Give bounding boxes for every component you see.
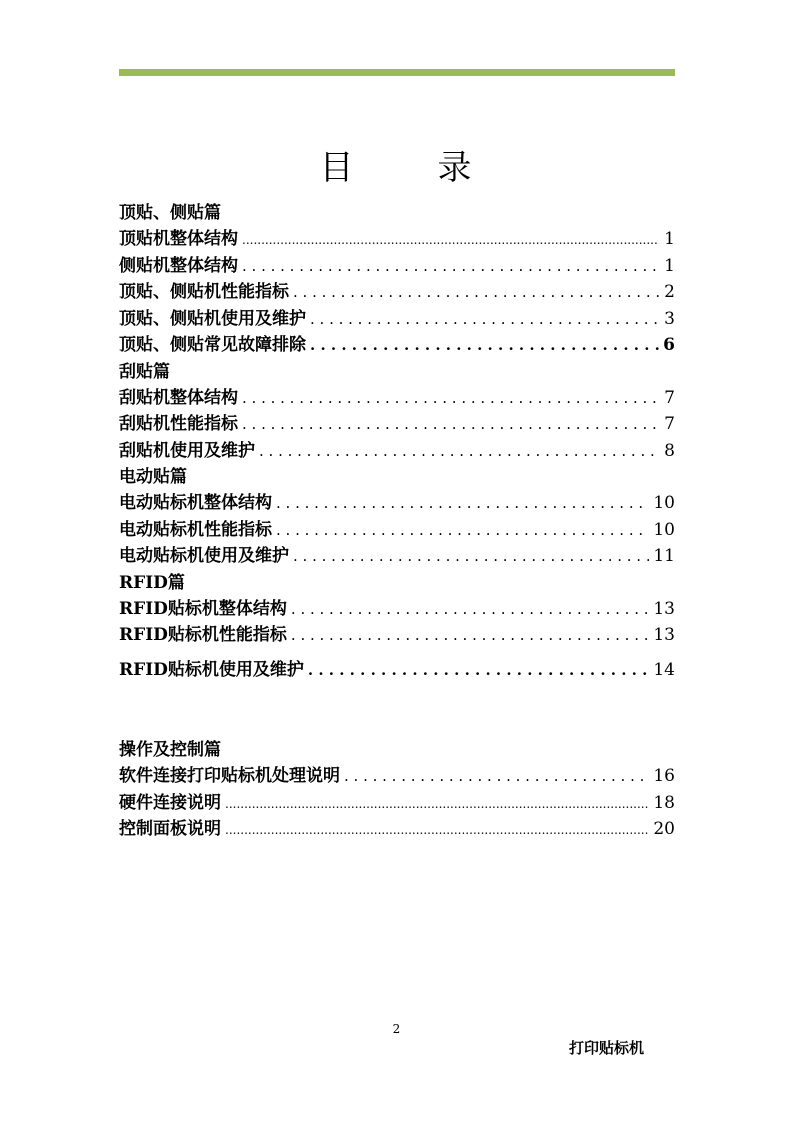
toc-entry[interactable] [119,438,675,465]
toc-entry-page: 20 [653,819,675,839]
toc-entry[interactable] [119,543,675,570]
toc-dot-leader [242,411,659,438]
toc-dot-leader [276,517,649,544]
toc-entry-page: 10 [653,493,675,513]
toc-entry-label: 电动贴标机整体结构 [119,493,272,513]
toc-entry[interactable] [119,790,675,817]
toc-dot-leader [242,253,659,280]
toc-entry-label: RFID贴标机整体结构 [119,598,287,619]
toc-dot-leader [344,763,649,790]
toc-entry[interactable] [119,622,675,649]
toc-entry-page: 1 [664,229,675,249]
footer-label: 打印贴标机 [569,1039,645,1057]
toc-dot-leader [308,657,649,684]
toc-entry-label: 硬件连接说明 [119,792,221,813]
toc-entry[interactable] [119,657,675,684]
toc-dot-leader [276,490,649,517]
toc-entry[interactable] [119,596,675,623]
toc-section-heading: 顶贴、侧贴篇 [119,203,221,223]
toc-entry[interactable] [119,306,675,333]
toc-section-heading: RFID篇 [119,572,185,593]
toc-dot-leader [242,385,659,412]
toc-entry[interactable] [119,385,675,412]
header-accent-rule [119,69,675,76]
toc-dot-leader [310,332,659,359]
toc-entry-label: 顶贴、侧贴机性能指标 [119,282,289,302]
toc-entry-label: 刮贴机性能指标 [119,414,238,434]
toc-entry-label: 顶贴、侧贴机使用及维护 [119,308,306,329]
toc-entry-label: 软件连接打印贴标机处理说明 [119,766,340,786]
toc-entry-page: 2 [664,282,675,302]
toc-section-heading: 电动贴篇 [119,467,187,487]
toc-entry[interactable] [119,226,675,253]
toc-entry[interactable] [119,332,675,359]
toc-dot-leader [242,226,659,254]
toc-entry[interactable] [119,816,675,843]
toc-dot-leader [291,596,649,623]
toc-entry-page: 16 [653,766,675,786]
toc-entry-label: 电动贴标机使用及维护 [119,546,289,566]
toc-entry-label: RFID贴标机性能指标 [119,625,287,645]
toc-entry[interactable] [119,490,675,517]
toc-title [0,140,793,189]
toc-entry-label: 顶贴机整体结构 [119,229,238,249]
toc-entry[interactable] [119,411,675,438]
table-of-contents [119,200,675,843]
toc-entry-label: 刮贴机使用及维护 [119,440,255,461]
toc-entry-page: 13 [653,625,675,645]
toc-entry-page: 8 [664,440,675,461]
page-number: 2 [392,1022,401,1036]
toc-entry-page: 18 [653,792,675,813]
toc-dot-leader [225,816,649,844]
toc-entry-label: 侧贴机整体结构 [119,255,238,276]
toc-dot-leader [291,622,649,649]
title-char-1: 目 [319,148,356,188]
toc-dot-leader [259,438,659,465]
toc-entry-page: 11 [653,546,675,566]
toc-entry-page: 3 [664,308,675,329]
toc-entry-label: 顶贴、侧贴常见故障排除 [119,335,306,355]
toc-entry-page: 6 [663,335,675,355]
toc-entry-page: 1 [664,255,675,276]
toc-entry-page: 7 [664,387,675,408]
toc-entry-label: 控制面板说明 [119,819,221,839]
toc-section-heading: 操作及控制篇 [119,740,221,760]
toc-dot-leader [293,279,659,306]
toc-entry[interactable] [119,517,675,544]
toc-entry-page: 14 [653,659,675,680]
toc-entry-label: 刮贴机整体结构 [119,387,238,408]
toc-dot-leader [225,790,649,818]
toc-section-heading: 刮贴篇 [119,361,170,382]
toc-entry-page: 7 [664,414,675,434]
toc-entry-page: 13 [653,598,675,619]
toc-entry[interactable] [119,763,675,790]
toc-dot-leader [310,306,659,333]
toc-entry[interactable] [119,253,675,280]
toc-entry-page: 10 [653,519,675,540]
toc-entry-label: RFID贴标机使用及维护 [119,659,304,680]
toc-entry[interactable] [119,279,675,306]
toc-entry-label: 电动贴标机性能指标 [119,519,272,540]
title-char-2: 录 [437,148,474,188]
toc-dot-leader [293,543,649,570]
